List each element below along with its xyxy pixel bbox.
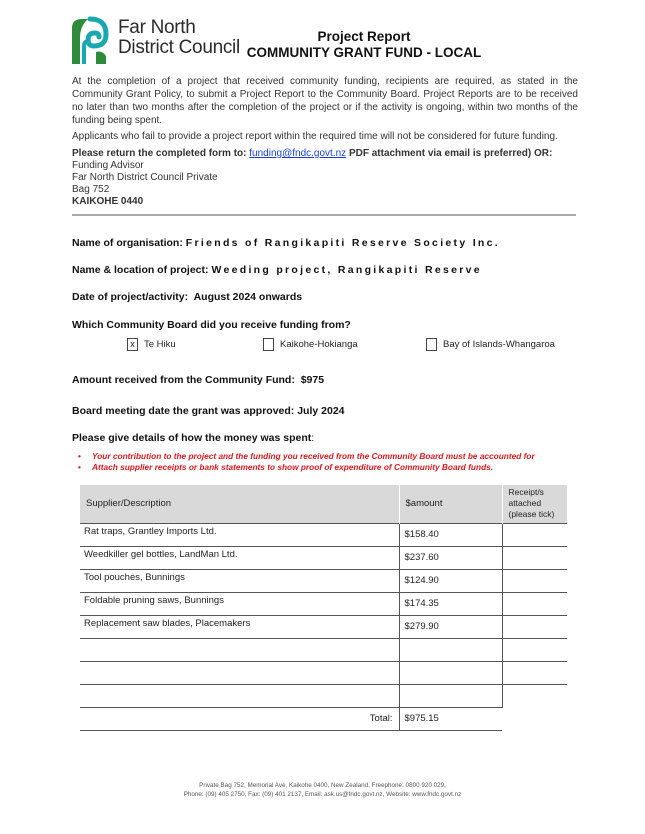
row-receipt[interactable] — [502, 523, 567, 546]
meeting-date-field — [72, 405, 345, 417]
details-colon: : — [311, 432, 315, 444]
project-date-value: August 2024 onwards — [193, 291, 303, 303]
total-empty-cell — [502, 707, 567, 730]
row-amount[interactable]: $279.90 — [399, 615, 502, 638]
return-lead: Please return the completed form to: — [72, 148, 247, 159]
project-location-value: Weeding project, Rangikapiti Reserve — [211, 264, 482, 276]
row-description[interactable]: Weedkiller gel bottles, LandMan Ltd. — [80, 546, 399, 569]
address-line-3: Bag 752 — [72, 184, 110, 195]
report-title-line2: COMMUNITY GRANT FUND - LOCAL — [246, 45, 482, 60]
project-date-label: Date of project/activity: — [72, 291, 189, 303]
row-receipt[interactable] — [502, 684, 567, 707]
table-row — [80, 592, 567, 615]
pdf-note: PDF attachment via email is preferred) OR: — [348, 148, 553, 159]
expenditure-table — [80, 485, 567, 731]
row-description[interactable]: Foldable pruning saws, Bunnings — [80, 592, 399, 615]
page-footer — [0, 781, 645, 799]
organisation-value: Friends of Rangikapiti Reserve Society Inc. — [185, 237, 500, 249]
warning-paragraph: Applicants who fail to provide a project report within the required time will not be considered for future funding. — [72, 131, 558, 142]
organisation-label: Name of organisation: — [72, 237, 183, 249]
footer-line-1: Private Bag 752, Memorial Ave, Kaikohe 0400, New Zealand, Freephone: 0800 920 029, — [199, 782, 446, 789]
address-line-4: KAIKOHE 0440 — [72, 196, 144, 207]
row-amount[interactable] — [399, 638, 502, 661]
report-title — [244, 29, 484, 61]
row-receipt[interactable] — [502, 592, 567, 615]
header-amount: $amount — [399, 485, 502, 523]
council-name-line1: Far North — [118, 17, 196, 38]
row-description[interactable]: Tool pouches, Bunnings — [80, 569, 399, 592]
total-row — [80, 707, 567, 730]
intro-paragraph: At the completion of a project that received community funding, recipients are required, as stated in the Community Grant Policy, to submit a Project Report to the Community Board. Project Reports are to be received no later than two months after the completion of the project or if the activity is ongoing, within two months of the funding being spent. — [72, 76, 578, 126]
amount-received-field — [72, 374, 324, 386]
project-location-field — [72, 264, 482, 276]
address-line-1: Funding Advisor — [72, 160, 144, 171]
instruction-notes — [78, 451, 535, 473]
page-header — [68, 16, 588, 72]
table-row — [80, 546, 567, 569]
total-value[interactable]: $975.15 — [399, 707, 502, 730]
row-amount[interactable]: $124.90 — [399, 569, 502, 592]
report-title-line1: Project Report — [317, 29, 411, 44]
note-item: • Your contribution to the project and the funding you received from the Community Board must be accounted for — [78, 451, 535, 462]
row-description[interactable]: Rat traps, Grantley Imports Ltd. — [80, 523, 399, 546]
checkbox-label: Te Hiku — [144, 339, 176, 350]
table-row — [80, 638, 567, 661]
table-row — [80, 661, 567, 684]
council-name — [118, 18, 240, 58]
contact-block — [72, 148, 592, 208]
details-label: Please give details of how the money was spent — [72, 432, 312, 444]
header-supplier: Supplier/Description — [80, 485, 399, 523]
row-receipt[interactable] — [502, 546, 567, 569]
checkbox-label: Bay of Islands-Whangaroa — [443, 339, 555, 350]
address-line-2: Far North District Council Private — [72, 172, 218, 183]
total-label: Total: — [80, 707, 399, 730]
project-location-label: Name & location of project: — [72, 264, 209, 276]
council-name-line2: District Council — [118, 37, 240, 58]
row-description[interactable] — [80, 661, 399, 684]
checkbox-box[interactable] — [426, 338, 437, 351]
return-instructions — [72, 148, 592, 160]
row-description[interactable] — [80, 638, 399, 661]
checkbox-kaikohe-hokianga[interactable] — [263, 338, 358, 351]
email-link[interactable]: funding@fndc.govt.nz — [249, 148, 347, 159]
community-board-question: Which Community Board did you receive funding from? — [72, 319, 351, 331]
table-row — [80, 615, 567, 638]
row-amount[interactable]: $158.40 — [399, 523, 502, 546]
table-row — [80, 684, 567, 707]
section-divider — [72, 214, 576, 216]
note-item: • Attach supplier receipts or bank statements to show proof of expenditure of Community Board funds. — [78, 462, 535, 473]
amount-value: $975 — [300, 374, 325, 386]
row-receipt[interactable] — [502, 661, 567, 684]
row-receipt[interactable] — [502, 638, 567, 661]
checkbox-box[interactable]: x — [127, 338, 138, 351]
header-receipt: Receipt/s attached (please tick) — [502, 485, 567, 523]
council-logo-icon — [68, 16, 110, 66]
project-date-field — [72, 291, 302, 303]
checkbox-te-hiku[interactable] — [127, 338, 176, 351]
row-amount[interactable]: $174.35 — [399, 592, 502, 615]
table-row — [80, 569, 567, 592]
amount-label: Amount received from the Community Fund: — [72, 374, 295, 386]
checkbox-bay-of-islands-whangaroa[interactable] — [426, 338, 555, 351]
spending-details-heading — [72, 432, 314, 444]
row-description[interactable] — [80, 684, 399, 707]
organisation-field — [72, 237, 500, 249]
row-receipt[interactable] — [502, 569, 567, 592]
row-amount[interactable]: $237.60 — [399, 546, 502, 569]
checkbox-label: Kaikohe-Hokianga — [280, 339, 358, 350]
row-description[interactable]: Replacement saw blades, Placemakers — [80, 615, 399, 638]
row-receipt[interactable] — [502, 615, 567, 638]
table-header-row — [80, 485, 567, 523]
row-amount[interactable] — [399, 661, 502, 684]
footer-line-2: Phone: (09) 405 2750, Fax: (09) 401 2137, Email: ask.us@fndc.govt.nz, Website: www.fndc.govt.nz — [183, 791, 462, 798]
checkbox-box[interactable] — [263, 338, 274, 351]
table-row — [80, 523, 567, 546]
row-amount[interactable] — [399, 684, 502, 707]
meeting-value: July 2024 — [297, 405, 345, 417]
meeting-label: Board meeting date the grant was approved: — [72, 405, 295, 417]
